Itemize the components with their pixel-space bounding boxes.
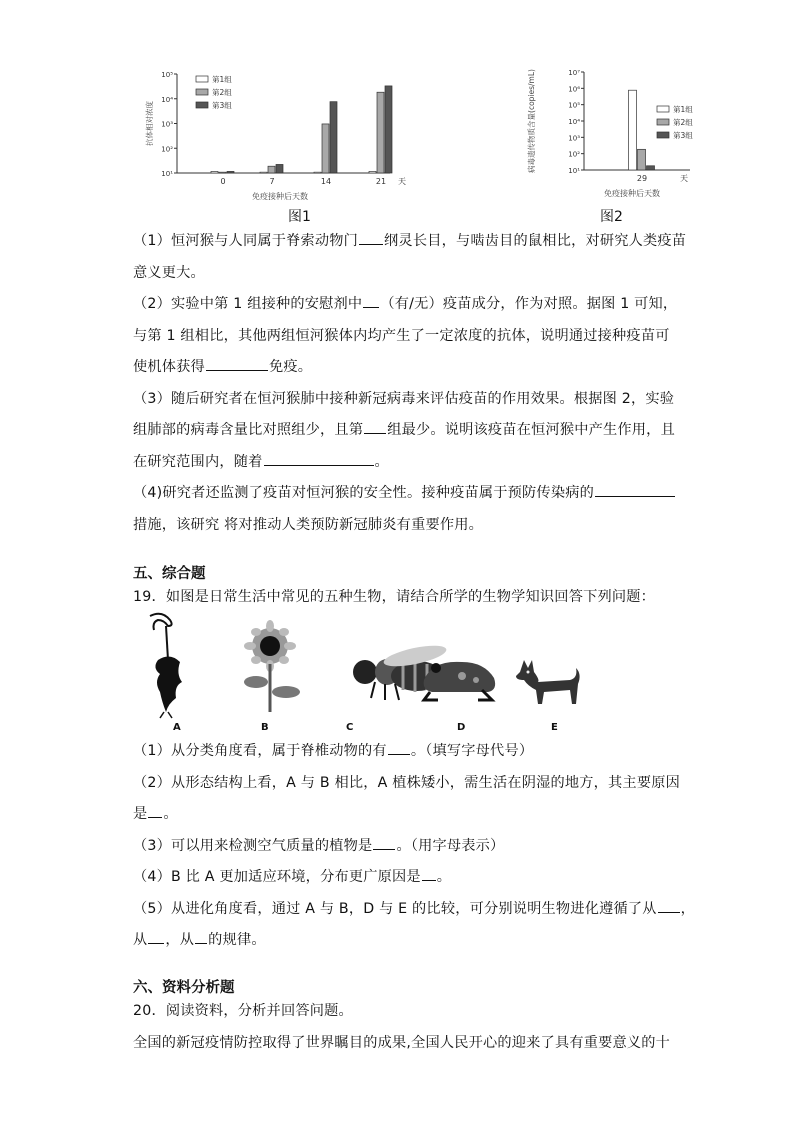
figure2-chart — [520, 58, 710, 210]
y-tick-label: 10¹ — [568, 167, 580, 175]
legend-label: 第1组 — [673, 105, 693, 114]
legend-swatch — [657, 132, 669, 138]
q18-text: 组肺部的病毒含量比对照组少，且第 — [133, 422, 364, 438]
answer-blank[interactable] — [373, 834, 395, 850]
legend-swatch — [196, 89, 208, 95]
x-axis-label: 免疫接种后天数 — [252, 192, 308, 201]
bar — [385, 86, 392, 173]
q19-text: 从 — [133, 932, 148, 948]
answer-blank[interactable] — [658, 897, 680, 913]
legend-swatch — [196, 76, 208, 82]
legend-swatch — [657, 106, 669, 112]
bar — [227, 171, 234, 173]
y-tick-label: 10⁵ — [568, 101, 580, 110]
bar — [330, 102, 337, 173]
legend-swatch — [657, 119, 669, 125]
answer-blank[interactable] — [148, 802, 162, 818]
q18-text: 措施，该研究 将对推动人类预防新冠肺炎有重要作用。 — [133, 516, 484, 533]
legend-label: 第3组 — [212, 101, 232, 110]
q19-text: ， — [680, 900, 696, 917]
y-tick-label: 10⁴ — [161, 95, 173, 104]
figure2-caption: 图2 — [600, 209, 623, 225]
y-tick-label: 10¹ — [161, 170, 173, 178]
answer-blank[interactable] — [359, 229, 383, 245]
legend-label: 第2组 — [212, 88, 232, 97]
answer-blank[interactable] — [195, 928, 207, 944]
bar — [647, 166, 655, 170]
q19-text: 。（填写字母代号） — [410, 743, 534, 759]
q19-text: 。（用字母表示） — [396, 837, 505, 854]
answer-blank[interactable] — [422, 865, 436, 881]
q18-text: 。 — [374, 453, 389, 470]
x-tick-label: 0 — [220, 177, 226, 186]
q19-text: （3）可以用来检测空气质量的植物是 — [133, 837, 373, 854]
bar — [268, 166, 275, 173]
frog-icon — [424, 662, 495, 700]
answer-blank[interactable] — [206, 355, 268, 371]
answer-blank[interactable] — [363, 292, 379, 308]
q19-text: 是 — [133, 806, 148, 822]
q18-text: 纲灵长目，与啮齿目的鼠相比，对研究人类疫苗 — [384, 233, 687, 249]
answer-blank[interactable] — [364, 418, 386, 434]
figure1-chart — [140, 62, 420, 214]
q20-block — [133, 996, 673, 1059]
figure1-caption: 图1 — [288, 209, 311, 225]
q18-text: 与第 1 组相比，其他两组恒河猴体内均产生了一定浓度的抗体，说明通过接种疫苗可 — [133, 327, 670, 344]
bar — [322, 124, 329, 173]
bar — [211, 171, 218, 173]
x-unit-label: 天 — [398, 177, 406, 186]
legend-label: 第1组 — [212, 75, 232, 84]
q19-text: 19．如图是日常生活中常见的五种生物，请结合所学的生物学知识回答下列问题： — [133, 589, 656, 605]
bar — [219, 172, 226, 173]
x-axis-label: 免疫接种后天数 — [604, 189, 660, 198]
q20-text: 全国的新冠疫情防控取得了世界瞩目的成果,全国人民开心的迎来了具有重要意义的十 — [133, 1034, 671, 1051]
q20-text: 20．阅读资料，分析并回答问题。 — [133, 1003, 353, 1019]
y-tick-label: 10² — [568, 150, 580, 159]
section-title: 六、资料分析题 — [133, 980, 235, 996]
answer-blank[interactable] — [264, 450, 374, 466]
x-unit-label: 天 — [680, 174, 688, 183]
q18-text: （2）实验中第 1 组接种的安慰剂中 — [133, 296, 363, 312]
q19-text: ，从 — [165, 932, 195, 948]
q18-text: （4)研究者还监测了疫苗对恒河猴的安全性。接种疫苗属于预防传染病的 — [133, 485, 594, 501]
section-title: 五、综合题 — [133, 566, 206, 582]
q18-block — [133, 226, 687, 541]
bar — [369, 171, 376, 173]
organism-label: B — [261, 722, 269, 733]
q19-text: （2）从形态结构上看，A 与 B 相比，A 植株矮小，需生活在阴湿的地方，其主要原因 — [133, 774, 680, 791]
q18-text: （3）随后研究者在恒河猴肺中接种新冠病毒来评估疫苗的作用效果。根据图 2，实验 — [133, 390, 675, 407]
bar — [629, 90, 637, 170]
y-tick-label: 10⁷ — [568, 69, 580, 77]
q18-text: 免疫。 — [268, 359, 313, 375]
y-axis-label: 病毒遗传物质含量(copies/mL) — [527, 69, 536, 173]
y-tick-label: 10⁴ — [568, 118, 580, 126]
organisms-illustration — [130, 612, 590, 720]
y-tick-label: 10³ — [568, 134, 580, 143]
x-tick-label: 21 — [375, 177, 387, 186]
legend-swatch — [196, 102, 208, 108]
moss-icon — [150, 614, 182, 718]
y-tick-label: 10³ — [161, 120, 173, 129]
q19-text: （5）从进化角度看，通过 A 与 B，D 与 E 的比较，可分别说明生物进化遵循了从 — [133, 900, 657, 917]
answer-blank[interactable] — [148, 928, 164, 944]
organism-label: C — [346, 722, 354, 733]
legend-label: 第2组 — [673, 118, 693, 127]
legend-label: 第3组 — [673, 131, 693, 140]
sunflower-icon — [244, 620, 300, 712]
x-tick-label: 7 — [269, 177, 275, 186]
bar — [260, 172, 267, 173]
organism-label: A — [173, 722, 181, 733]
q19-text: 。 — [163, 806, 178, 822]
answer-blank[interactable] — [388, 739, 410, 755]
x-tick-label: 29 — [636, 174, 648, 183]
bar — [377, 92, 384, 173]
x-tick-label: 14 — [320, 177, 332, 186]
bar — [638, 149, 646, 170]
y-axis-label: 抗体相对浓度 — [145, 101, 154, 146]
bar — [314, 172, 321, 173]
q18-text: 意义更大。 — [133, 264, 205, 281]
q19-stem — [133, 582, 673, 614]
y-tick-label: 10⁶ — [568, 85, 580, 94]
q18-text: 组最少。说明该疫苗在恒河猴中产生作用，且 — [387, 422, 675, 438]
q19-text: （1）从分类角度看，属于脊椎动物的有 — [133, 743, 387, 759]
q18-text: 使机体获得 — [133, 359, 205, 375]
bar — [276, 164, 283, 173]
q18-text: （1）恒河猴与人同属于脊索动物门 — [133, 233, 359, 249]
q19-block — [133, 736, 696, 957]
organism-label: E — [551, 722, 558, 733]
q19-text: 。 — [436, 869, 452, 885]
y-tick-label: 10² — [161, 145, 173, 154]
q18-text: 在研究范围内，随着 — [133, 453, 263, 470]
answer-blank[interactable] — [595, 481, 675, 497]
q19-text: （4）B 比 A 更加适应环境，分布更广原因是 — [133, 869, 421, 885]
y-tick-label: 10⁵ — [161, 71, 173, 79]
dog-icon — [516, 660, 580, 704]
q19-text: 的规律。 — [208, 932, 266, 948]
q18-text: （有/无）疫苗成分，作为对照。据图 1 可知， — [380, 296, 678, 312]
organism-label: D — [457, 722, 466, 733]
